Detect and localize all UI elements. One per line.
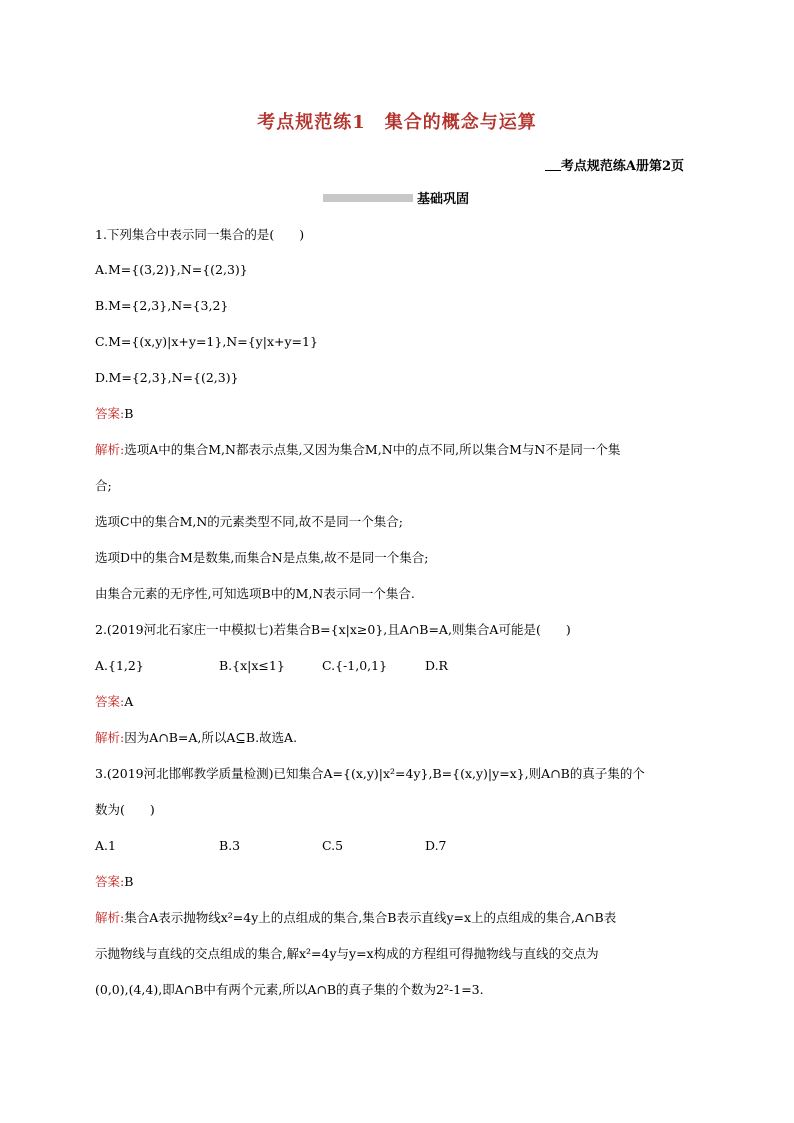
- q3-options: [95, 837, 447, 855]
- answer-label: 答案:: [95, 874, 125, 889]
- q2-option-d: D.R: [425, 658, 448, 673]
- answer-value: B: [124, 406, 134, 421]
- blank-underline: [545, 170, 561, 171]
- answer-value: A: [124, 694, 134, 709]
- section-bar: [323, 194, 413, 202]
- q3-stem-cont: 数为( ): [95, 802, 155, 817]
- explanation-text: 集合A表示抛物线x²=4y上的点组成的集合,集合B表示直线y=x上的点组成的集合,A∩B表: [124, 910, 617, 925]
- q2-option-c: C.{-1,0,1}: [322, 658, 388, 673]
- q1-answer: [95, 405, 133, 423]
- page-reference-text: 考点规范练A册第2页: [560, 159, 684, 174]
- answer-value: B: [124, 874, 134, 889]
- q3-explanation-3: (0,0),(4,4),即A∩B中有两个元素,所以A∩B的真子集的个数为2²-1=3.: [95, 982, 484, 997]
- explanation-label: 解析:: [95, 442, 125, 457]
- explanation-label: 解析:: [95, 910, 125, 925]
- q2-option-b: B.{x|x≤1}: [219, 658, 285, 673]
- q1-explanation-4: 由集合元素的无序性,可知选项B中的M,N表示同一个集合.: [95, 586, 415, 601]
- q2-options: [95, 657, 448, 675]
- page-title: 考点规范练1 集合的概念与运算: [257, 112, 537, 133]
- q1-explanation-1b: 合;: [95, 478, 112, 493]
- q1-option-a: A.M={(3,2)},N={(2,3)}: [95, 262, 248, 277]
- answer-label: 答案:: [95, 406, 125, 421]
- q1-explanation-3: 选项D中的集合M是数集,而集合N是点集,故不是同一个集合;: [95, 550, 429, 565]
- q1-option-c: C.M={(x,y)|x+y=1},N={y|x+y=1}: [95, 334, 318, 349]
- q3-explanation-1: [95, 909, 616, 927]
- q1-explanation-1: [95, 441, 620, 459]
- q1-option-b: B.M={2,3},N={3,2}: [95, 298, 229, 313]
- q1-stem: 1.下列集合中表示同一集合的是( ): [95, 227, 305, 242]
- q2-answer: [95, 693, 133, 711]
- q2-option-a: A.{1,2}: [95, 658, 144, 673]
- q3-answer: [95, 873, 133, 891]
- q3-option-d: D.7: [425, 838, 447, 853]
- answer-label: 答案:: [95, 694, 125, 709]
- q1-option-d: D.M={2,3},N={(2,3)}: [95, 370, 239, 385]
- q3-stem: 3.(2019河北邯郸教学质量检测)已知集合A={(x,y)|x²=4y},B={(x,y)|y=x},则A∩B的真子集的个: [95, 766, 645, 781]
- q3-option-c: C.5: [322, 838, 344, 853]
- page-reference: [545, 155, 684, 174]
- q2-stem: 2.(2019河北石家庄一中模拟七)若集合B={x|x≥0},且A∩B=A,则集合A可能是( ): [95, 622, 571, 637]
- q3-option-a: A.1: [95, 838, 116, 853]
- q3-explanation-2: 示抛物线与直线的交点组成的集合,解x²=4y与y=x构成的方程组可得抛物线与直线的交点为: [95, 946, 599, 961]
- explanation-text: 因为A∩B=A,所以A⊆B.故选A.: [124, 730, 298, 745]
- q3-option-b: B.3: [219, 838, 241, 853]
- q1-explanation-2: 选项C中的集合M,N的元素类型不同,故不是同一个集合;: [95, 514, 403, 529]
- explanation-label: 解析:: [95, 730, 125, 745]
- section-label: 基础巩固: [417, 192, 470, 207]
- explanation-text: 选项A中的集合M,N都表示点集,又因为集合M,N中的点不同,所以集合M与N不是同一个集: [124, 442, 621, 457]
- section-header: [323, 188, 469, 207]
- q2-explanation: [95, 729, 297, 747]
